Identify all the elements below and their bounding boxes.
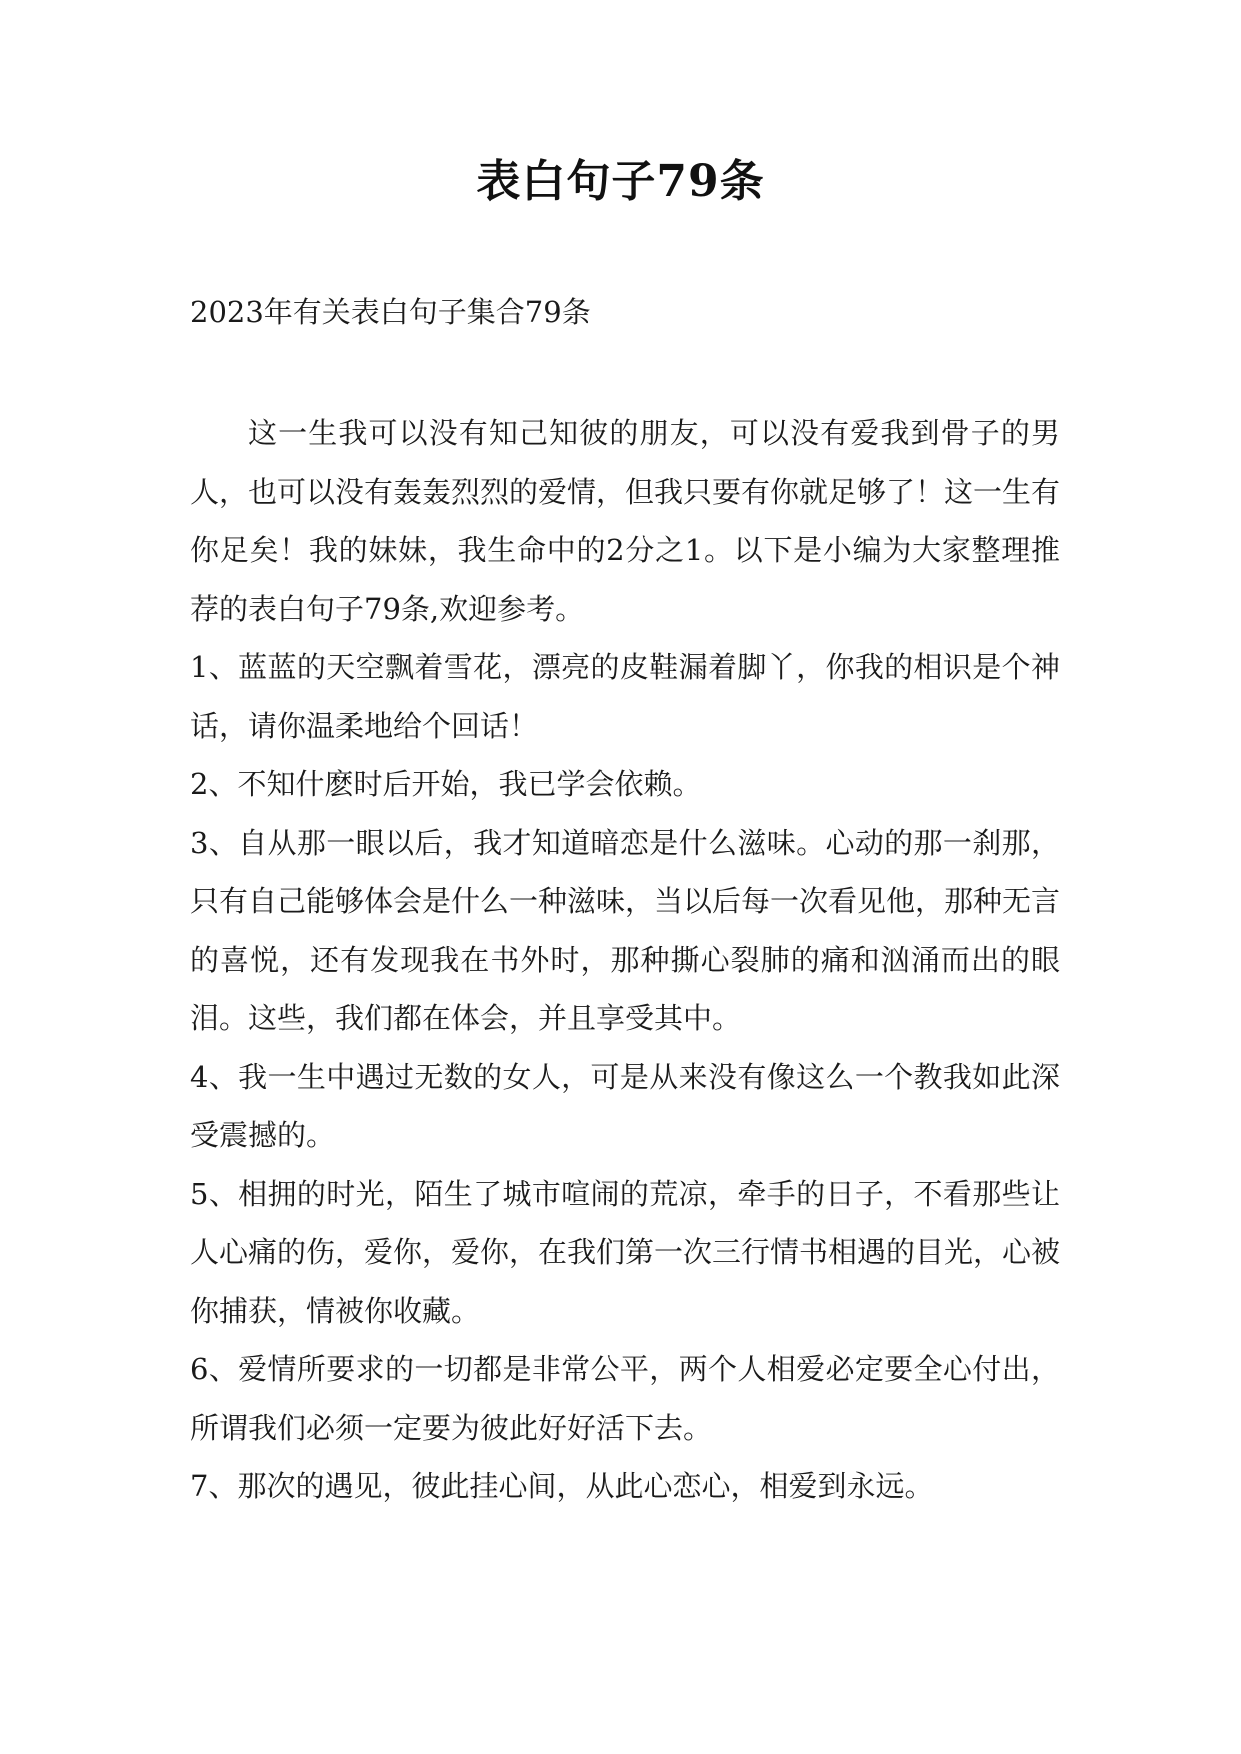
list-item: 5、相拥的时光，陌生了城市喧闹的荒凉，牵手的日子，不看那些让人心痛的伤，爱你，爱你，在我们第一次三行情书相遇的目光，心被你捕获，情被你收藏。 bbox=[190, 1176, 1061, 1328]
intro-paragraph: 这一生我可以没有知己知彼的朋友，可以没有爱我到骨子的男人，也可以没有轰轰烈烈的爱情，但我只要有你就足够了！这一生有你足矣！我的妹妹，我生命中的2分之1。以下是小编为大家整理推荐的表白句子79条,欢迎参考。 bbox=[190, 416, 1061, 626]
document-subtitle: 2023年有关表白句子集合79条 bbox=[190, 295, 591, 329]
list-item: 1、蓝蓝的天空飘着雪花，漂亮的皮鞋漏着脚丫，你我的相识是个神话，请你温柔地给个回话！ bbox=[190, 650, 1060, 743]
list-item: 2、不知什麽时后开始，我已学会依赖。 bbox=[190, 767, 702, 801]
list-item: 7、那次的遇见，彼此挂心间，从此心恋心，相爱到永远。 bbox=[190, 1469, 934, 1503]
list-item: 4、我一生中遇过无数的女人，可是从来没有像这么一个教我如此深受震撼的。 bbox=[190, 1059, 1060, 1152]
list-item: 6、爱情所要求的一切都是非常公平，两个人相爱必定要全心付出，所谓我们必须一定要为彼此好好活下去。 bbox=[190, 1352, 1060, 1445]
list-item: 3、自从那一眼以后，我才知道暗恋是什么滋味。心动的那一刹那，只有自己能够体会是什么一种滋味，当以后每一次看见他，那种无言的喜悦，还有发现我在书外时，那种撕心裂肺的痛和汹涌而出的眼泪。这些，我们都在体会，并且享受其中。 bbox=[190, 825, 1061, 1035]
document-body bbox=[190, 404, 1060, 1516]
document-title: 表白句子79条 bbox=[476, 156, 765, 207]
